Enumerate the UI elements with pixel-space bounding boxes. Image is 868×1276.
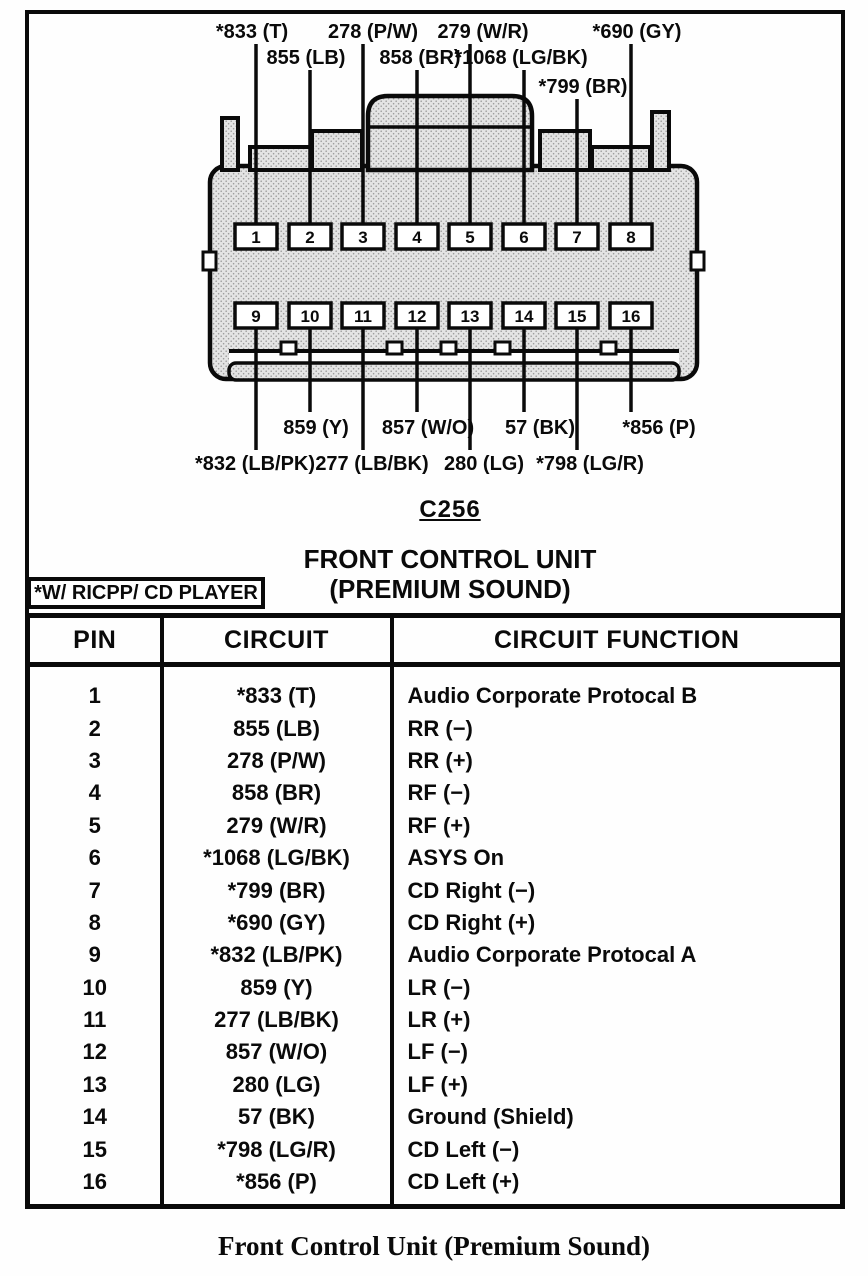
header-circuit: CIRCUIT: [162, 616, 392, 665]
wire-label-pin14: 57 (BK): [504, 417, 576, 439]
wire-label-pin13: 280 (LG): [443, 453, 525, 475]
pinout-table: [25, 613, 845, 1209]
circuit-cell: *798 (LG/R): [162, 1133, 392, 1165]
pin-number: 14: [514, 307, 534, 326]
pin-box-6: [503, 224, 545, 249]
table-header-row: [28, 616, 843, 665]
pin-cell: 7: [88, 877, 101, 903]
pin-cell: 16: [82, 1169, 107, 1195]
figure-caption: Front Control Unit (Premium Sound): [217, 1231, 651, 1261]
pin-table-body: [28, 665, 843, 1207]
table-row: [28, 972, 843, 1004]
pin-number: 9: [251, 307, 261, 326]
pin-cell: 9: [88, 942, 101, 968]
pin-box-15: [556, 303, 598, 328]
connector-diagram: [0, 0, 868, 492]
pin-number: 2: [305, 228, 315, 247]
pin-cell: 5: [88, 812, 101, 838]
circuit-cell: *833 (T): [162, 665, 392, 713]
circuit-function-cell: CD Right (+): [392, 907, 843, 939]
wire-label-pin2: 855 (LB): [266, 47, 346, 69]
circuit-function-cell: Audio Corporate Protocal A: [392, 939, 843, 971]
pin-box-4: [396, 224, 438, 249]
pin-cell: 15: [82, 1136, 107, 1162]
pin-cell: 12: [82, 1039, 107, 1065]
unit-title: FRONT CONTROL UNIT: [303, 544, 597, 574]
circuit-function-cell: LR (+): [392, 1004, 843, 1036]
pin-cell: 6: [88, 845, 101, 871]
pin-cell: 3: [88, 747, 101, 773]
table-row: [28, 1166, 843, 1207]
circuit-function-cell: ASYS On: [392, 842, 843, 874]
wire-label-pin3: 278 (P/W): [327, 21, 419, 43]
table-row: [28, 842, 843, 874]
pin-box-13: [449, 303, 491, 328]
wire-label-pin1: *833 (T): [215, 21, 289, 43]
table-row: [28, 907, 843, 939]
pin-box-3: [342, 224, 384, 249]
circuit-cell: 858 (BR): [162, 777, 392, 809]
option-note-text: *W/ RICPP/ CD PLAYER: [34, 581, 258, 604]
pin-cell: 14: [82, 1104, 107, 1130]
wire-label-pin12: 857 (W/O): [381, 417, 475, 439]
pin-number: 1: [251, 228, 261, 247]
wire-label-pin10: 859 (Y): [283, 417, 349, 439]
circuit-cell: 277 (LB/BK): [162, 1004, 392, 1036]
wire-label-pin4: 858 (BR): [379, 47, 461, 69]
circuit-cell: 859 (Y): [162, 972, 392, 1004]
center-keyway-tab: [368, 96, 532, 170]
circuit-function-cell: CD Left (−): [392, 1133, 843, 1165]
table-row: [28, 1133, 843, 1165]
circuit-cell: *690 (GY): [162, 907, 392, 939]
circuit-function-cell: RR (+): [392, 745, 843, 777]
pin-number: 5: [465, 228, 475, 247]
circuit-function-cell: LR (−): [392, 972, 843, 1004]
table-row: [28, 810, 843, 842]
pin-number: 6: [519, 228, 529, 247]
pin-box-11: [342, 303, 384, 328]
wire-label-pin5: 279 (W/R): [437, 21, 529, 43]
circuit-function-cell: CD Right (−): [392, 874, 843, 906]
circuit-function-cell: Audio Corporate Protocal B: [392, 665, 843, 713]
circuit-cell: 857 (W/O): [162, 1036, 392, 1068]
circuit-function-cell: LF (−): [392, 1036, 843, 1068]
pin-box-8: [610, 224, 652, 249]
circuit-cell: *832 (LB/PK): [162, 939, 392, 971]
pin-number: 12: [407, 307, 427, 326]
pin-box-12: [396, 303, 438, 328]
table-row: [28, 1004, 843, 1036]
pin-cell: 13: [82, 1071, 107, 1097]
pin-number: 15: [567, 307, 587, 326]
pin-box-14: [503, 303, 545, 328]
unit-subtitle: (PREMIUM SOUND): [329, 574, 571, 604]
pin-cell: 10: [82, 974, 107, 1000]
pin-box-10: [289, 303, 331, 328]
pin-cell: 2: [88, 715, 101, 741]
pin-box-1: [235, 224, 277, 249]
pin-number: 11: [354, 307, 372, 326]
table-row: [28, 1069, 843, 1101]
wire-label-pin9: *832 (LB/PK): [194, 453, 316, 475]
circuit-function-cell: RF (−): [392, 777, 843, 809]
pin-number: 10: [300, 307, 320, 326]
circuit-cell: 279 (W/R): [162, 810, 392, 842]
circuit-cell: 278 (P/W): [162, 745, 392, 777]
wire-label-pin7: *799 (BR): [538, 76, 628, 98]
wire-label-pin8: *690 (GY): [592, 21, 682, 43]
circuit-cell: 57 (BK): [162, 1101, 392, 1133]
pin-box-16: [610, 303, 652, 328]
pin-number: 3: [358, 228, 368, 247]
pin-number: 16: [621, 307, 641, 326]
table-row: [28, 874, 843, 906]
pin-cell: 11: [83, 1007, 107, 1033]
wire-label-pin16: *856 (P): [622, 417, 696, 439]
pin-cell: 1: [88, 683, 101, 709]
header-pin: PIN: [28, 616, 162, 665]
table-row: [28, 939, 843, 971]
connector-id: C256: [419, 496, 481, 523]
pin-number: 8: [626, 228, 636, 247]
table-row: [28, 1101, 843, 1133]
pin-box-9: [235, 303, 277, 328]
pin-cell: 8: [88, 909, 101, 935]
wire-label-pin11: 277 (LB/BK): [315, 453, 429, 475]
table-row: [28, 745, 843, 777]
wire-labels-bottom: [195, 417, 696, 475]
pin-box-7: [556, 224, 598, 249]
table-row: [28, 1036, 843, 1068]
pin-box-5: [449, 224, 491, 249]
circuit-cell: 280 (LG): [162, 1069, 392, 1101]
pin-box-2: [289, 224, 331, 249]
table-row: [28, 665, 843, 713]
wire-label-pin6: *1068 (LG/BK): [454, 47, 588, 69]
circuit-cell: *856 (P): [162, 1166, 392, 1207]
circuit-function-cell: CD Left (+): [392, 1166, 843, 1207]
circuit-function-cell: RF (+): [392, 810, 843, 842]
option-note-box: [27, 577, 265, 609]
header-circuit-function: CIRCUIT FUNCTION: [392, 616, 843, 665]
circuit-cell: 855 (LB): [162, 712, 392, 744]
pin-number: 13: [460, 307, 480, 326]
table-row: [28, 712, 843, 744]
circuit-cell: *799 (BR): [162, 874, 392, 906]
pin-number: 7: [572, 228, 582, 247]
wire-labels-top: [216, 21, 682, 98]
circuit-function-cell: LF (+): [392, 1069, 843, 1101]
circuit-cell: *1068 (LG/BK): [162, 842, 392, 874]
circuit-function-cell: RR (−): [392, 712, 843, 744]
wire-label-pin15: *798 (LG/R): [536, 453, 644, 475]
pin-cell: 4: [88, 780, 101, 806]
circuit-function-cell: Ground (Shield): [392, 1101, 843, 1133]
table-row: [28, 777, 843, 809]
pin-number: 4: [412, 228, 422, 247]
